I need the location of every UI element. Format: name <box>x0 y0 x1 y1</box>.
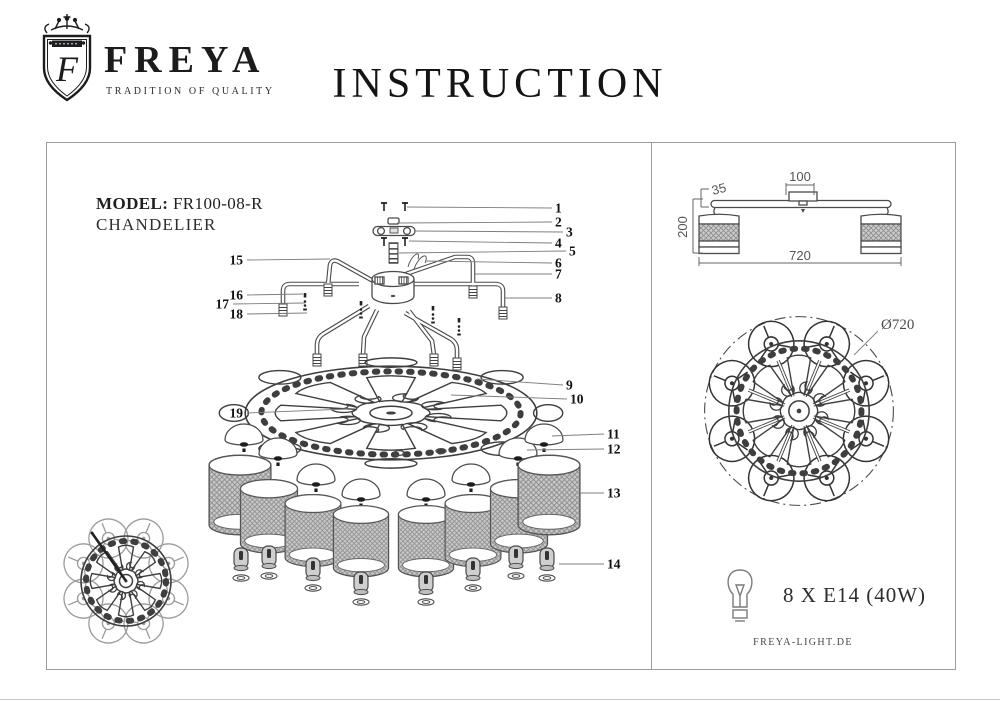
dim-mount-width: 100 <box>789 169 811 184</box>
product-type: CHANDELIER <box>96 215 217 235</box>
canopy-assembly <box>279 257 507 370</box>
side-view-fixture <box>699 192 901 254</box>
page-title: INSTRUCTION <box>332 61 668 107</box>
part-label-17: 17 <box>215 296 229 312</box>
bulb-spec-text: 8 X E14 (40W) <box>783 582 927 607</box>
canopy-body <box>372 272 414 304</box>
part-label-6: 6 <box>555 255 562 271</box>
bottom-assembled-view <box>47 502 204 659</box>
dim-diameter: Ø720 <box>881 317 915 333</box>
part-label-14: 14 <box>607 556 621 572</box>
crest-monogram: F <box>56 49 78 89</box>
part-label-16: 16 <box>229 287 243 303</box>
side-view-drawing <box>651 143 955 303</box>
side-shade-left <box>699 214 739 253</box>
website-footer: FREYA-LIGHT.DE <box>753 637 853 648</box>
part-label-8: 8 <box>555 290 562 306</box>
side-shade-right <box>861 214 901 253</box>
instruction-frame <box>46 142 956 670</box>
part-label-11: 11 <box>607 426 620 442</box>
part-label-7: 7 <box>555 266 562 282</box>
top-view-drawing <box>651 303 955 561</box>
part-label-19: 19 <box>229 405 243 421</box>
diameter-leader <box>854 331 878 355</box>
dim-canopy-height: 35 <box>710 179 728 198</box>
part-mount-strip <box>373 227 415 236</box>
part-label-18: 18 <box>229 306 243 322</box>
dim-fixture-height: 200 <box>675 216 690 238</box>
model-value: FR100-08-R <box>172 194 263 213</box>
model-label: MODEL: <box>96 194 169 213</box>
part-label-1: 1 <box>555 200 562 216</box>
light-bulb-icon <box>723 564 757 626</box>
part-threaded-rod <box>389 243 398 263</box>
part-label-15: 15 <box>229 252 243 268</box>
part-label-13: 13 <box>607 485 621 501</box>
brand-tagline: TRADITION OF QUALITY <box>106 86 275 97</box>
dim-fixture-width: 720 <box>789 248 811 263</box>
part-label-3: 3 <box>566 224 573 240</box>
part-label-4: 4 <box>555 235 562 251</box>
part-label-12: 12 <box>607 441 621 457</box>
part-label-5: 5 <box>569 243 576 259</box>
lamp-sockets <box>233 546 555 605</box>
part-label-9: 9 <box>566 377 573 393</box>
page-edge-line <box>0 699 1000 700</box>
brand-name: FREYA <box>104 39 267 81</box>
part-label-10: 10 <box>570 391 584 407</box>
bulb-spec-row <box>651 563 955 627</box>
part-label-2: 2 <box>555 214 562 230</box>
part-screws-top <box>381 203 408 211</box>
exploded-view <box>47 143 651 669</box>
